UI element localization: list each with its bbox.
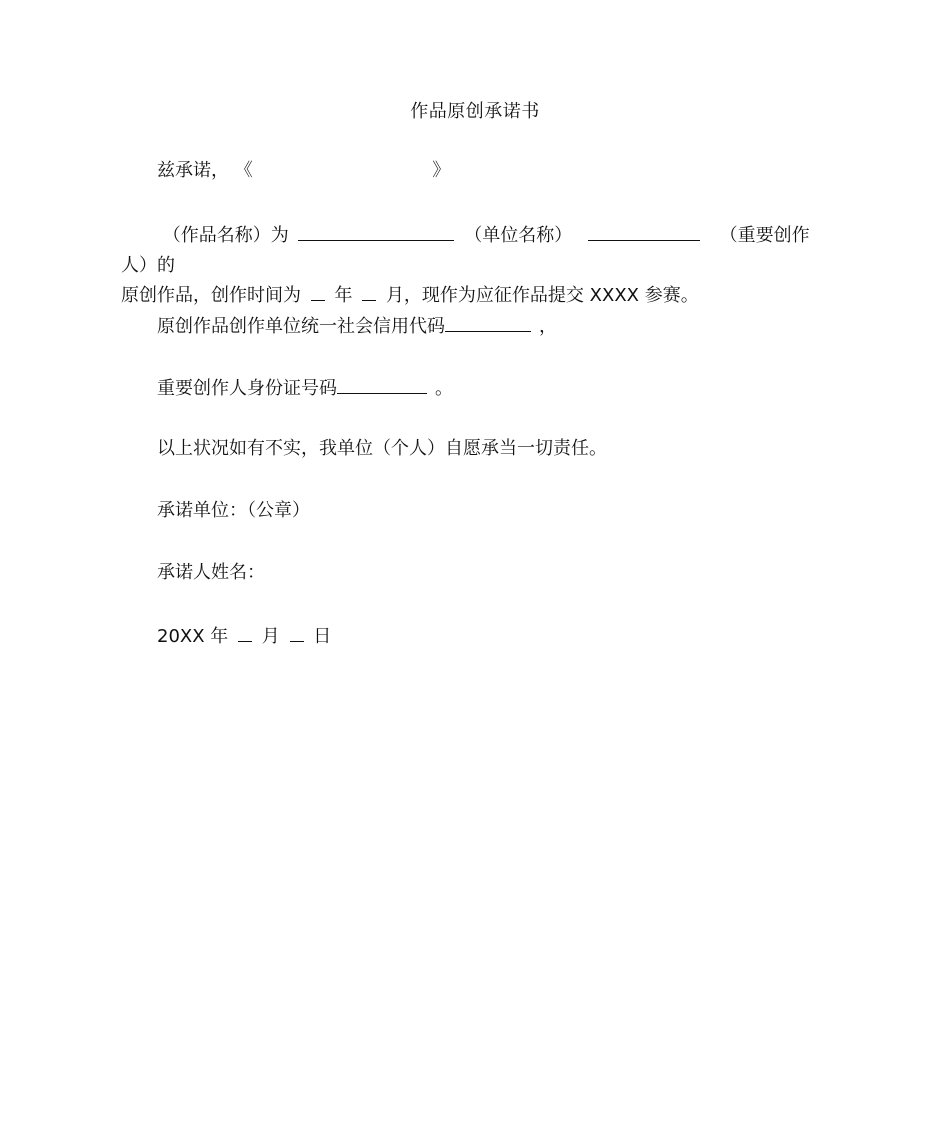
submission-text: 月，现作为应征作品提交 XXXX 参赛。 bbox=[385, 285, 699, 306]
date-line bbox=[157, 623, 331, 649]
original-work-text: 原创作品，创作时间为 bbox=[121, 285, 301, 306]
date-day-label: 日 bbox=[313, 626, 332, 647]
promiser-name-line: 承诺人姓名： bbox=[157, 562, 265, 583]
year-blank bbox=[311, 282, 325, 301]
work-name-label: （作品名称）为 bbox=[162, 225, 289, 246]
id-number-suffix: 。 bbox=[435, 378, 453, 399]
close-title-quote: 》 bbox=[432, 160, 451, 181]
id-number-label: 重要创作人身份证号码 bbox=[157, 378, 337, 399]
year-label: 年 bbox=[334, 285, 353, 306]
unit-name-label: （单位名称） bbox=[464, 225, 573, 246]
date-month-label: 月 bbox=[261, 626, 280, 647]
date-day-blank bbox=[290, 623, 304, 642]
promising-unit-line: 承诺单位：（公章） bbox=[157, 500, 310, 521]
work-info-paragraph bbox=[121, 221, 833, 311]
creator-label: （重要创作人）的 bbox=[121, 225, 810, 276]
month-blank bbox=[362, 282, 376, 301]
credit-code-paragraph bbox=[157, 313, 557, 339]
id-number-blank bbox=[337, 375, 427, 394]
responsibility-statement: 以上状况如有不实，我单位（个人）自愿承当一切责任。 bbox=[157, 438, 607, 459]
creator-name-blank bbox=[588, 222, 700, 241]
credit-code-label: 原创作品创作单位统一社会信用代码 bbox=[157, 316, 445, 337]
credit-code-suffix: ， bbox=[539, 316, 557, 337]
open-title-quote: 《 bbox=[234, 160, 253, 181]
credit-code-blank bbox=[445, 313, 531, 332]
document-title: 作品原创承诺书 bbox=[410, 101, 540, 122]
date-month-blank bbox=[238, 623, 252, 642]
date-year: 20XX 年 bbox=[157, 626, 229, 647]
unit-name-blank bbox=[298, 222, 454, 241]
promise-intro-paragraph bbox=[157, 159, 450, 183]
id-number-paragraph bbox=[157, 375, 453, 401]
promise-intro-text: 兹承诺， bbox=[157, 160, 229, 181]
